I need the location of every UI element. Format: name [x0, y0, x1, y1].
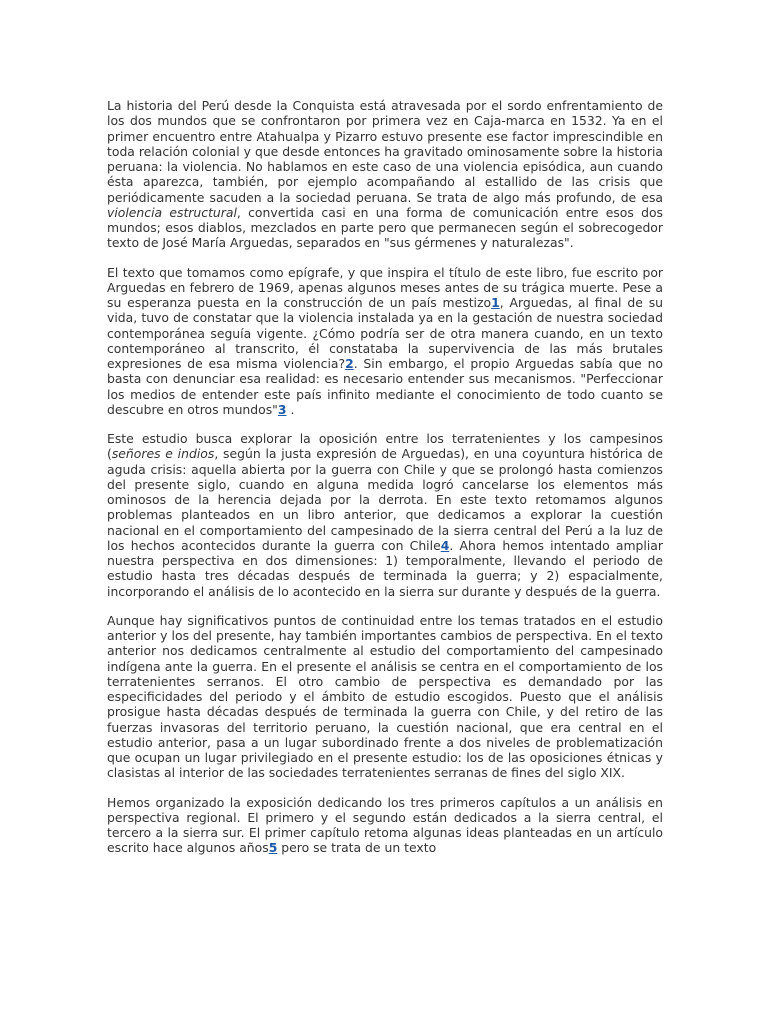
paragraph-text: . Sin embargo, el propio Arguedas sabía que no basta con denunciar esa realidad: es necesario entender sus mecanismos. "Perfeccionar los medios de entender este país infinito mediante el conocimiento de todo cuanto se descubre en otros mundos": [107, 356, 664, 417]
paragraph-text: pero se trata de un texto: [277, 840, 437, 856]
footnote-link-1[interactable]: 1: [491, 295, 500, 310]
footnote-link-4[interactable]: 4: [440, 537, 450, 553]
italic-term: señores e indios: [111, 446, 215, 462]
paragraph-1: [107, 98, 663, 251]
paragraph-text: El texto que tomamos como epígrafe, y que inspira el título de este libro, fue escrito por Arguedas en febrero de 1969, apenas algunos meses antes de su trágica muerte. Pese a su esperanza puesta en la construcción de un país mestizo: [107, 264, 663, 310]
paragraph-text: Este estudio busca explorar la oposición entre los terratenientes y los campesinos (: [107, 431, 663, 462]
paragraph-text: , Arguedas, al final de su vida, tuvo de constatar que la violencia instalada ya en la gestación de nuestra sociedad contemporánea seguía vigente. ¿Cómo podría ser de otra manera cuando, en un texto contemporáneo al transcrito, él constataba la supervivencia de las más brutales expresiones de esa misma violencia?: [107, 295, 664, 371]
footnote-link-2[interactable]: 2: [345, 356, 354, 371]
paragraph-text: , convertida casi en una forma de comunicación entre esos dos mundos; esos diablos, mezclados en parte pero que permanecen según el sobrecogedor texto de José María Arguedas, separados en "sus gérmenes y naturalezas".: [107, 204, 663, 251]
paragraph-5: [107, 795, 663, 856]
document-body: [107, 98, 663, 870]
paragraph-text: . Ahora hemos intentado ampliar nuestra perspectiva en dos dimensiones: 1) temporalmente, llevando el periodo de estudio hasta tres décadas después de terminada la guerra; y 2) espacialmente, incorporando el análisis de lo acontecido en la sierra sur durante y después de la guerra.: [107, 537, 663, 599]
italic-term: violencia estructural: [107, 204, 237, 220]
paragraph-2: [107, 265, 663, 418]
paragraph-text: Hemos organizado la exposición dedicando los tres primeros capítulos a un análisis en perspectiva regional. El primero y el segundo están dedicados a la sierra central, el tercero a la sierra sur. El primer capítulo retoma algunas ideas planteadas en un artículo escrito hace algunos años: [107, 794, 663, 856]
paragraph-text: .: [286, 401, 295, 417]
paragraph-4: [107, 613, 663, 781]
paragraph-text: , según la justa expresión de Arguedas), en una coyuntura histórica de aguda crisis: aquella abierta por la guerra con Chile y que se prolongó hasta comienzos del presente siglo, cuando en alguna medida logró cancelarse los elementos más ominosos de la herencia dejada por la derrota. En este texto retomamos algunos problemas planteados en un libro anterior, que dedicamos a explorar la cuestión nacional en el comportamiento del campesinado de la sierra central del Perú a la luz de los hechos acontecidos durante la guerra con Chile: [107, 446, 664, 553]
paragraph-text: La historia del Perú desde la Conquista está atravesada por el sordo enfrentamiento de los dos mundos que se confrontaron por primera vez en Caja-marca en 1532. Ya en el primer encuentro entre Atahualpa y Pizarro estuvo presente ese factor imprescindible en toda relación colonial y que desde entonces ha gravitado ominosamente sobre la historia peruana: la violencia. No hablamos en este caso de una violencia episódica, aun cuando ésta aparezca, también, por ejemplo acompañando al estallido de las crisis que periódicamente sacuden a la sociedad peruana. Se trata de algo más profundo, de esa: [107, 98, 663, 205]
footnote-link-3[interactable]: 3: [277, 401, 287, 417]
paragraph-text: Aunque hay significativos puntos de continuidad entre los temas tratados en el estudio anterior y los del presente, hay también importantes cambios de perspectiva. En el texto anterior nos dedicamos centralmente al estudio del comportamiento del campesinado indígena ante la guerra. En el presente el análisis se centra en el comportamiento de los terratenientes serranos. El otro cambio de perspectiva es demandado por las especificidades del periodo y el ámbito de estudio escogidos. Puesto que el análisis prosigue hasta décadas después de terminada la guerra con Chile, y del retiro de las fuerzas invasoras del territorio peruano, la cuestión nacional, que era central en el estudio anterior, pasa a un lugar subordinado frente a dos niveles de problematización que ocupan un lugar privilegiado en el presente estudio: los de las oposiciones étnicas y clasistas al interior de las sociedades terratenientes serranas de fines del siglo XIX.: [107, 612, 663, 781]
footnote-link-5[interactable]: 5: [268, 840, 278, 856]
paragraph-3: [107, 431, 663, 599]
